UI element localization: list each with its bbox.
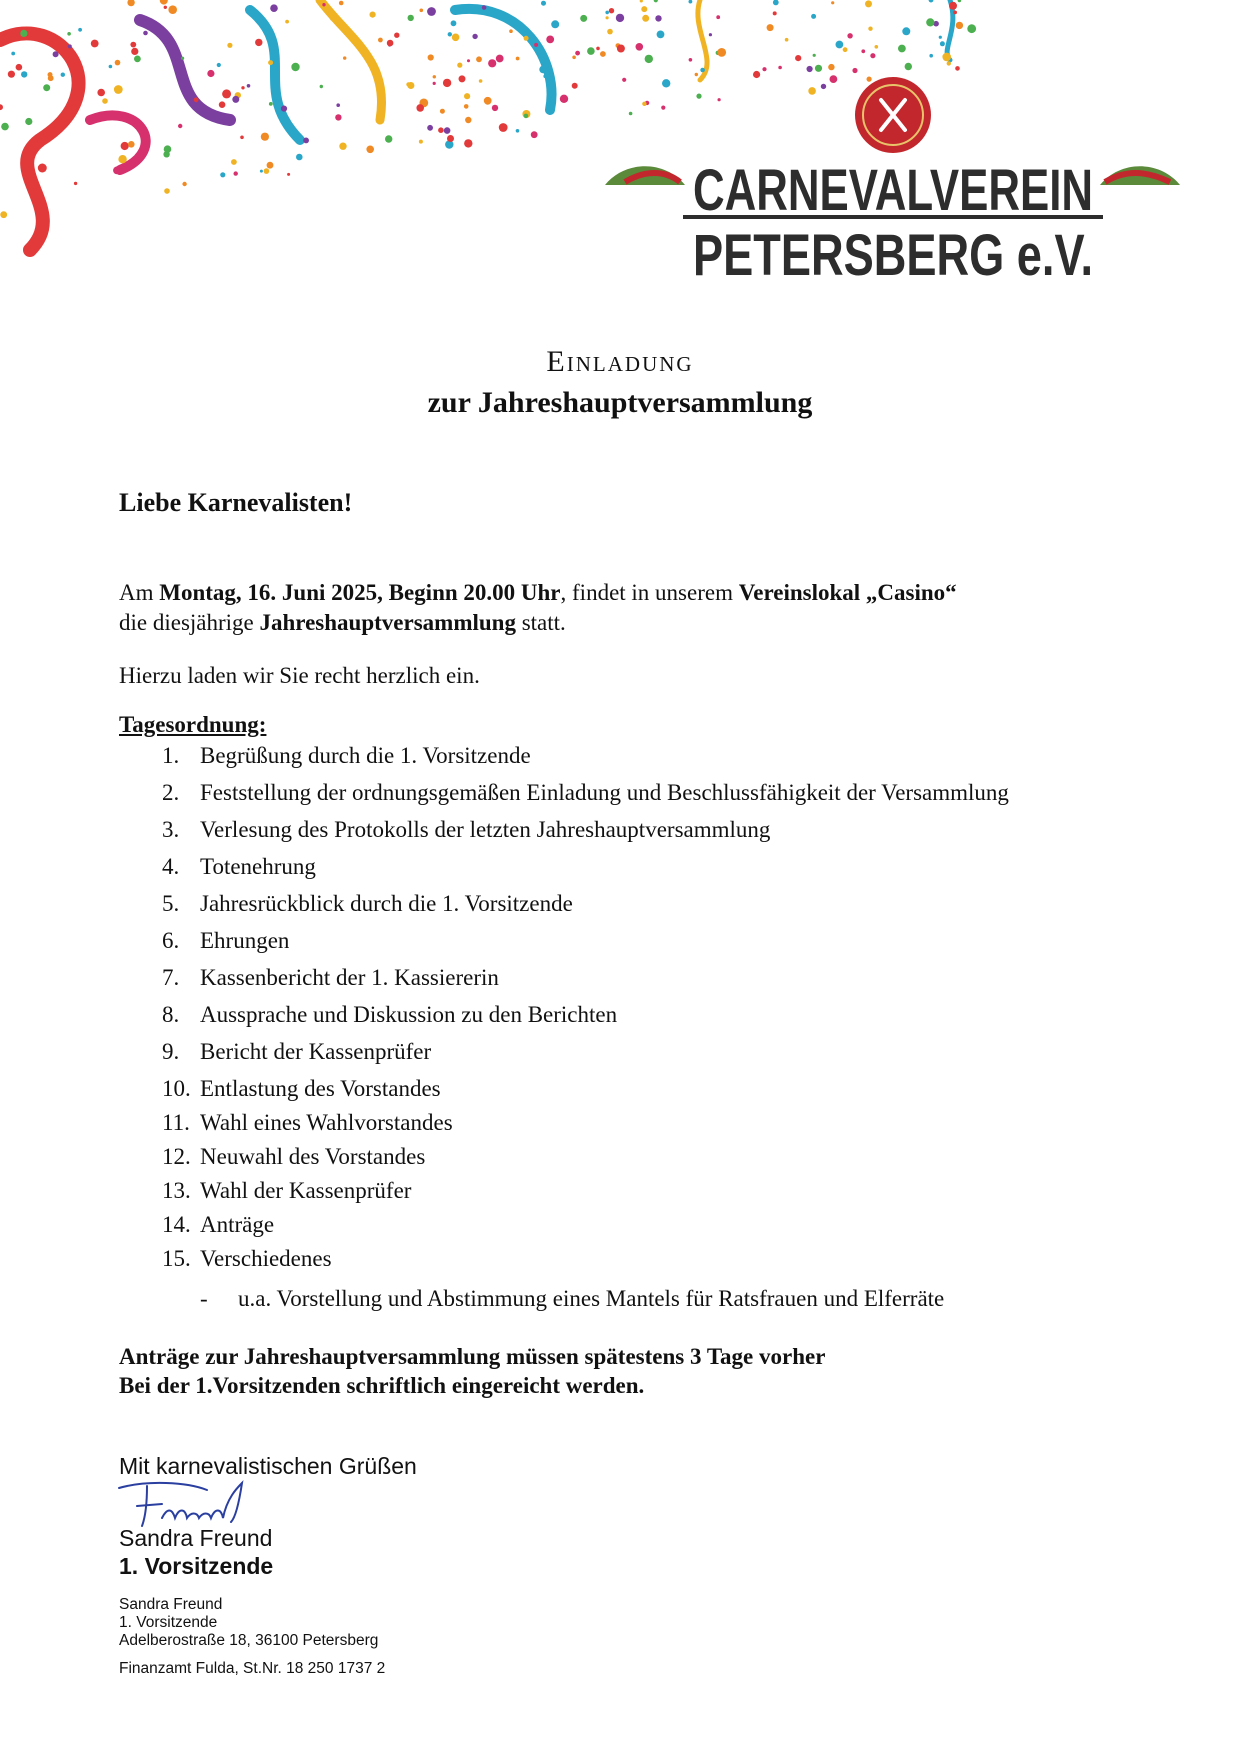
agenda-item-text: Entlastung des Vorstandes — [200, 1076, 441, 1101]
agenda-item-text: Wahl eines Wahlvorstandes — [200, 1110, 453, 1135]
title-einladung: Einladung — [546, 345, 694, 378]
intro-paragraph — [119, 578, 1119, 638]
footer-tax-number: Finanzamt Fulda, St.Nr. 18 250 1737 2 — [119, 1660, 386, 1677]
agenda-item — [162, 852, 1122, 889]
club-logo — [605, 70, 1180, 290]
agenda-item-number: 10. — [162, 1076, 191, 1101]
meeting-name: Jahreshauptversammlung — [259, 610, 516, 635]
invite-text: Hierzu laden wir Sie recht herzlich ein. — [119, 663, 480, 688]
agenda-item — [162, 815, 1122, 852]
intro-text: Am — [119, 580, 160, 605]
footer-role: 1. Vorsitzende — [119, 1614, 218, 1631]
agenda-item-number: 6. — [162, 928, 180, 953]
footer-contact — [119, 1596, 385, 1678]
intro-text: , findet in unserem — [560, 580, 739, 605]
signer-name: Sandra Freund — [119, 1525, 273, 1551]
agenda-title: Tagesordnung: — [119, 712, 267, 737]
deadline-line1: Anträge zur Jahreshauptversammlung müssen spätestens 3 Tage vorher — [119, 1344, 826, 1369]
agenda-subitem — [200, 1284, 944, 1314]
agenda-item-number: 3. — [162, 817, 180, 842]
footer-name: Sandra Freund — [119, 1596, 223, 1613]
signer-block — [119, 1524, 273, 1580]
agenda-item-number: 9. — [162, 1039, 180, 1064]
meeting-venue: Vereinslokal „Casino“ — [738, 580, 957, 605]
footer-address: Adelberostraße 18, 36100 Petersberg — [119, 1632, 379, 1649]
subitem-dash: - — [200, 1286, 208, 1311]
agenda-item-number: 5. — [162, 891, 180, 916]
agenda-item-number: 4. — [162, 854, 180, 879]
intro-text: die diesjährige — [119, 610, 260, 635]
agenda-item-text: Begrüßung durch die 1. Vorsitzende — [200, 743, 531, 768]
closing-greeting: Mit karnevalistischen Grüßen — [119, 1453, 417, 1479]
agenda-item — [162, 1108, 1122, 1142]
agenda-item-number: 1. — [162, 743, 180, 768]
agenda-item-text: Wahl der Kassenprüfer — [200, 1178, 412, 1203]
agenda-item — [162, 1176, 1122, 1210]
agenda-item-text: Totenehrung — [200, 854, 316, 879]
handwritten-signature-image — [117, 1478, 267, 1528]
agenda-item-text: Verlesung des Protokolls der letzten Jahreshauptversammlung — [200, 817, 771, 842]
agenda-item — [162, 926, 1122, 963]
agenda-item — [162, 963, 1122, 1000]
subitem-text: u.a. Vorstellung und Abstimmung eines Mantels für Ratsfrauen und Elferräte — [238, 1286, 945, 1311]
logo-line2: PETERSBERG e.V. — [693, 223, 1093, 288]
agenda-item — [162, 1000, 1122, 1037]
agenda-item-number: 12. — [162, 1144, 191, 1169]
agenda-item-text: Bericht der Kassenprüfer — [200, 1039, 432, 1064]
salutation: Liebe Karnevalisten! — [119, 488, 353, 517]
agenda-item-number: 13. — [162, 1178, 191, 1203]
agenda-item-number: 8. — [162, 1002, 180, 1027]
agenda-item — [162, 1210, 1122, 1244]
agenda-item-number: 15. — [162, 1246, 191, 1271]
agenda-item — [162, 1244, 1122, 1278]
agenda-item — [162, 889, 1122, 926]
deadline-notice — [119, 1342, 825, 1400]
agenda-item-number: 2. — [162, 780, 180, 805]
signer-role: 1. Vorsitzende — [119, 1553, 274, 1579]
meeting-date: Montag, 16. Juni 2025, Beginn 20.00 Uhr — [159, 580, 561, 605]
agenda-item-number: 11. — [162, 1110, 190, 1135]
agenda-item-text: Anträge — [200, 1212, 275, 1237]
agenda-item — [162, 1074, 1122, 1108]
agenda-item-text: Verschiedenes — [200, 1246, 332, 1271]
agenda-item-text: Ehrungen — [200, 928, 290, 953]
agenda-item — [162, 778, 1122, 815]
agenda-item-text: Kassenbericht der 1. Kassiererin — [200, 965, 499, 990]
agenda-item-text: Feststellung der ordnungsgemäßen Einladung und Beschlussfähigkeit der Versammlung — [200, 780, 1009, 805]
agenda-item-number: 7. — [162, 965, 180, 990]
agenda-item-text: Neuwahl des Vorstandes — [200, 1144, 426, 1169]
agenda-item-text: Aussprache und Diskussion zu den Berichten — [200, 1002, 618, 1027]
agenda-item-number: 14. — [162, 1212, 191, 1237]
title-subtitle: zur Jahreshauptversammlung — [427, 386, 813, 419]
deadline-line2: Bei der 1.Vorsitzenden schriftlich eingereicht werden. — [119, 1373, 645, 1398]
logo-line1: CARNEVALVEREIN — [693, 158, 1093, 223]
intro-text: statt. — [515, 610, 566, 635]
agenda-item — [162, 1142, 1122, 1176]
agenda-list — [162, 741, 1122, 1278]
agenda-item — [162, 741, 1122, 778]
agenda-item-text: Jahresrückblick durch die 1. Vorsitzende — [200, 891, 573, 916]
agenda-item — [162, 1037, 1122, 1074]
document-title — [0, 342, 1240, 424]
